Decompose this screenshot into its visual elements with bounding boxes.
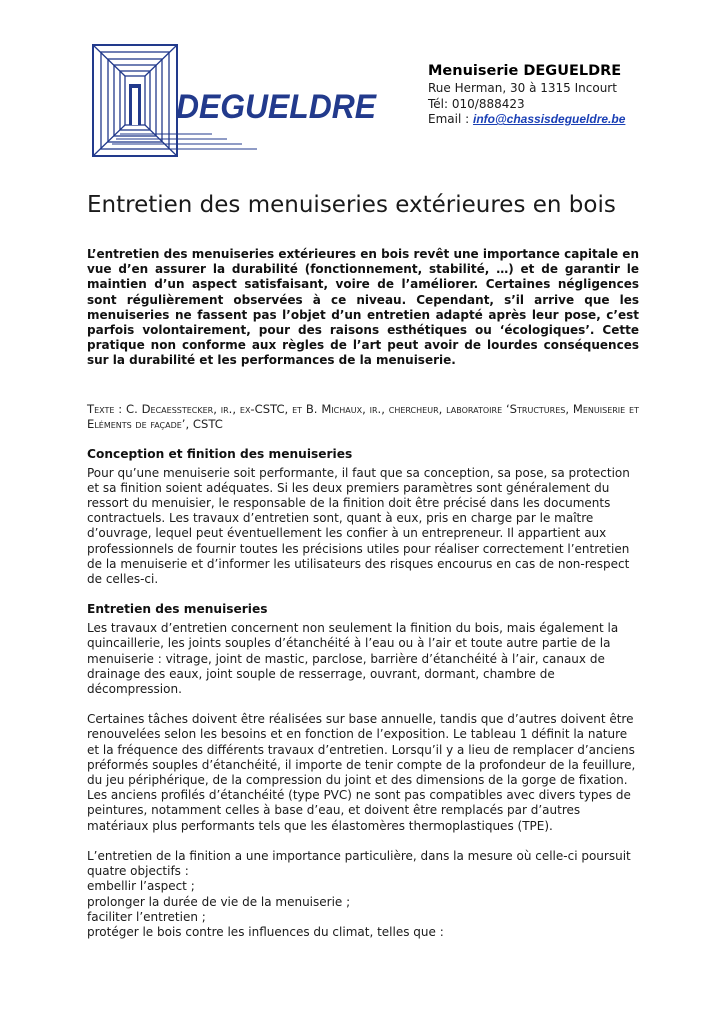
email-link[interactable]: info@chassisdegueldre.be xyxy=(472,112,626,126)
list-item: protéger le bois contre les influences du climat, telles que : xyxy=(87,924,444,939)
lead-paragraph: L’entretien des menuiseries extérieures en bois revêt une importance capitale en vue d’en assurer la durabilité (fonctionnement, stabilité, …) et de garantir le maintien d’un aspect satisfaisant, voire de l’améliorer. Certaines négligences sont régulièrement observées à ce niveau. Cependant, s’il arrive que les menuiseries ne fassent pas l’objet d’un entretien adapté après leur pose, c’est parfois volontairement, pour des raisons esthétiques ou ‘écologiques’. Cette pratique non conforme aux règles de l’art peut avoir de lourdes conséquences sur la durabilité et les performances de la menuiserie. xyxy=(87,247,639,368)
company-phone: Tél: 010/888423 xyxy=(428,96,525,111)
list-item: prolonger la durée de vie de la menuiserie ; xyxy=(87,894,351,909)
credit-org: CSTC xyxy=(192,416,223,431)
list-item: embellir l’aspect ; xyxy=(87,879,195,894)
section-heading-conception: Conception et finition des menuiseries xyxy=(87,446,353,461)
section-paragraph: Certaines tâches doivent être réalisées sur base annuelle, tandis que d’autres doivent être renouvelées selon les besoins et en fonction de l’exposition. Le tableau 1 définit la nature et la fréquence des différents travaux d’entretien. Lorsqu’il y a lieu de remplacer d’anciens préformés souples d’étanchéité, il importe de tenir compte de la profondeur de la feuillure, du jeu périphérique, de la compression du joint et des dimensions de la gorge de fixation. Les anciens profilés d’étanchéité (type PVC) ne sont pas compatibles avec divers types de peintures, notamment celles à base d’eau, et doivent être remplacés par d’autres matériaux plus performants tels que les élastomères thermoplastiques (TPE). xyxy=(87,712,636,833)
section-paragraph: Les travaux d’entretien concernent non seulement la finition du bois, mais également la quincaillerie, les joints souples d’étanchéité à l’eau ou à l’air et toute autre partie de la menuiserie : vitrage, joint de mastic, parclose, barrière d’étanchéité à l’air, canaux de drainage des eaux, joint souple de resserrage, ouvrant, dormant, chambre de décompression. xyxy=(87,621,619,697)
objectives-list xyxy=(87,879,639,940)
article-body xyxy=(87,247,639,940)
section-heading-entretien: Entretien des menuiseries xyxy=(87,602,268,617)
credit-text: Texte : C. Decaesstecker, ir., ex-CSTC, et B. Michaux, ir., chercheur, laboratoire ‘Structures, Menuiserie et Eléments de façade’, xyxy=(87,401,639,431)
degueldre-logo xyxy=(92,44,382,158)
page-title: Entretien des menuiseries extérieures en bois xyxy=(87,192,616,218)
email-label: Email : xyxy=(428,112,470,126)
company-address: Rue Herman, 30 à 1315 Incourt xyxy=(428,81,617,95)
logo-text: DEGUELDRE xyxy=(176,88,378,126)
section-paragraph: Pour qu’une menuiserie soit performante, il faut que sa conception, sa pose, sa protection et sa finition soient adéquates. Si les deux premiers paramètres sont généralement du ressort du menuisier, le responsable de la finition doit être précisé dans les documents contractuels. Les travaux d’entretien sont, quant à eux, pris en charge par le maître d’ouvrage, lequel peut éventuellement les confier à un entrepreneur. Il appartient aux professionnels de fournir toutes les précisions utiles pour réaliser correctement l’entretien de la menuiserie et d’informer les utilisateurs des risques encourus en cas de non-respect de celles-ci. xyxy=(87,465,630,587)
company-email-row xyxy=(428,112,688,128)
list-item: faciliter l’entretien ; xyxy=(87,909,206,924)
company-info xyxy=(428,62,688,128)
author-credit xyxy=(87,402,639,432)
section-paragraph: L’entretien de la finition a une importance particulière, dans la mesure où celle-ci poursuit quatre objectifs : xyxy=(87,848,631,879)
company-name: Menuiserie DEGUELDRE xyxy=(428,63,622,79)
